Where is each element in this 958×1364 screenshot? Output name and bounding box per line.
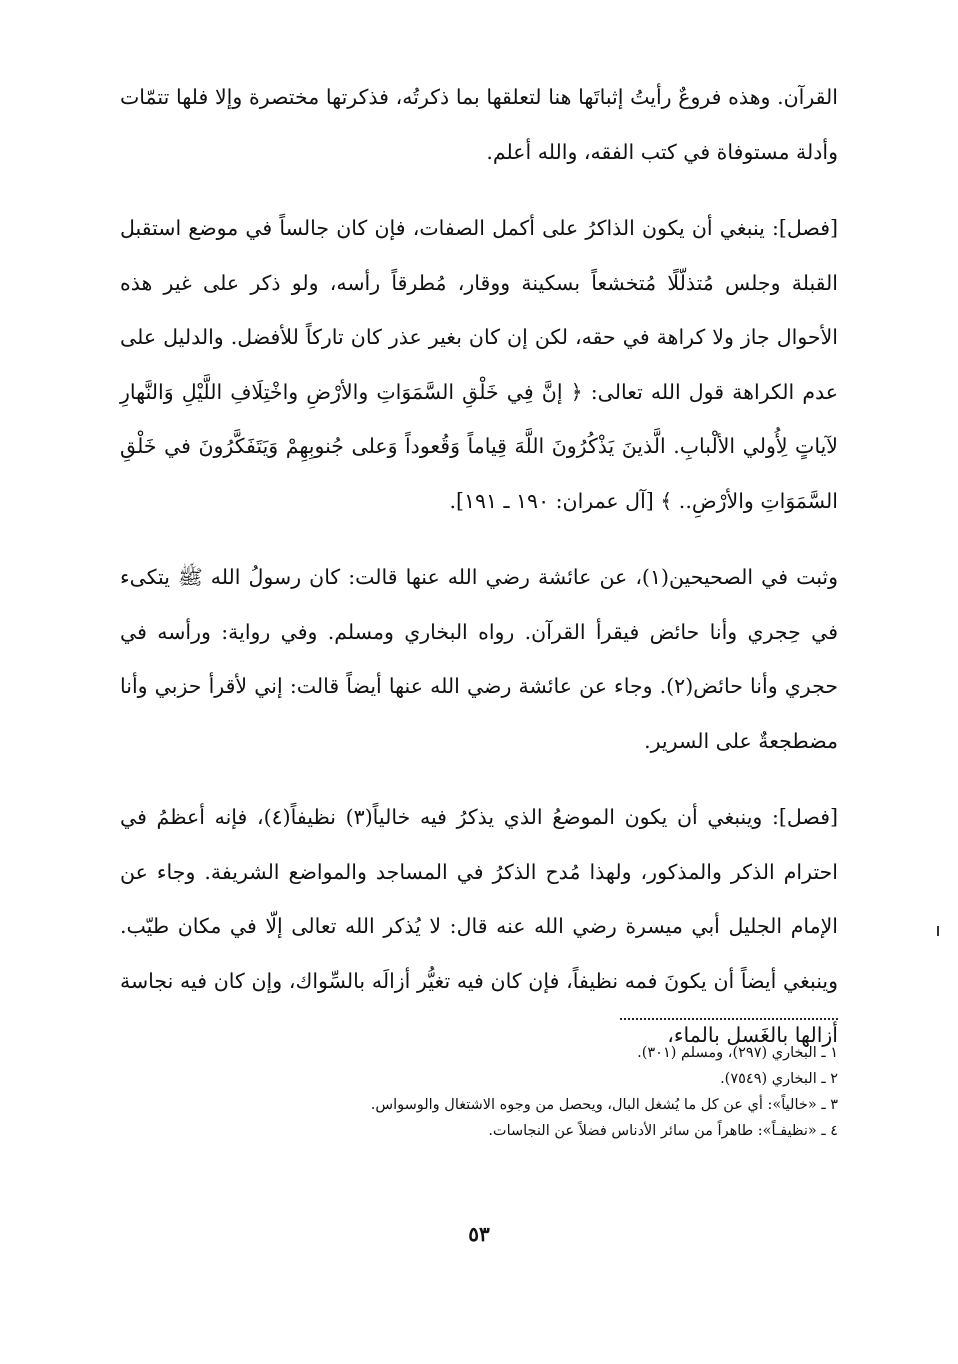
footnote-3: ٣ ـ «خالياً»: أي عن كل ما يُشغل البال، ويحصل من وجوه الاشتغال والوسواس. (370, 1097, 838, 1113)
paragraph-fasl-dhakir: [فصل]: ينبغي أن يكون الذاكرُ على أكمل الصفات، فإن كان جالساً في موضع استقبل القبلة وجلس مُتذلّلًا مُتخشعاً بسكينة ووقار، مُطرقاً رأسه، ولو ذكر على غير هذه الأحوال جاز ولا كراهة في حقه، لكن إن كان بغير عذر كان تاركاً للأفضل. والدليل على عدم الكراهة قول الله تعالى: ﴿ إنَّ فِي خَلْقِ السَّمَوَاتِ والأرْضِ واخْتِلَافِ اللَّيْلِ وَالنَّهارِ لآياتٍ لِأُولي الألْبابِ. الَّذينَ يَذْكُرُونَ اللَّهَ قِياماً وَقُعوداً وَعلى جُنوبِهِمْ وَيَتَفَكَّرُونَ في خَلْقِ السَّمَوَاتِ والأرْضِ.. ﴾ [آل عمران: ١٩٠ ـ ١٩١]. (120, 216, 838, 513)
page-number: ٥٣ (468, 1222, 490, 1246)
footnote-4: ٤ ـ «نظيفـاً»: طاهراً من سائر الأدناس فضلاً عن النجاسات. (488, 1123, 838, 1139)
paragraph-intro: القرآن. وهذه فروعٌ رأيتُ إثباتَها هنا لتعلقها بما ذكرتُه، فذكرتها مختصرة وإلا فلها تتمّات وأدلة مستوفاة في كتب الفقه، والله أعلم. (120, 85, 838, 164)
footnote-1: ١ ـ البخاري (٢٩٧)، ومسلم (٣٠١). (637, 1045, 838, 1061)
paragraph-fasl-mawdi: [فصل]: وينبغي أن يكون الموضعُ الذي يذكرُ فيه خالياً(٣) نظيفاً(٤)، فإنه أعظمُ في احترام الذكر والمذكور، ولهذا مُدح الذكرُ في المساجد والمواضع الشريفة. وجاء عن الإمام الجليل أبي ميسرة رضي الله عنه قال: لا يُذكر الله تعالى إلّا في مكان طيّب. وينبغي أيضاً أن يكونَ فمه نظيفاً، فإن كان فيه تغيُّر أزالَه بالسِّواك، وإن كان فيه نجاسة أزالها بالغَسل بالماء، (120, 805, 838, 1047)
margin-mark (937, 926, 939, 936)
footnote-2: ٢ ـ البخاري (٧٥٤٩). (720, 1071, 838, 1087)
paragraph-aisha-hadith: وثبت في الصحيحين(١)، عن عائشة رضي الله عنها قالت: كان رسولُ الله ﷺ يتكىء في حِجري وأنا حائض فيقرأ القرآن. رواه البخاري ومسلم. وفي رواية: ورأسه في حجري وأنا حائض(٢). وجاء عن عائشة رضي الله عنها أيضاً قالت: إني لأقرأ حزبي وأنا مضطجعةٌ على السرير. (120, 565, 838, 753)
book-page (120, 70, 838, 1320)
footnote-separator (620, 1018, 838, 1020)
footnotes (120, 1040, 838, 1144)
